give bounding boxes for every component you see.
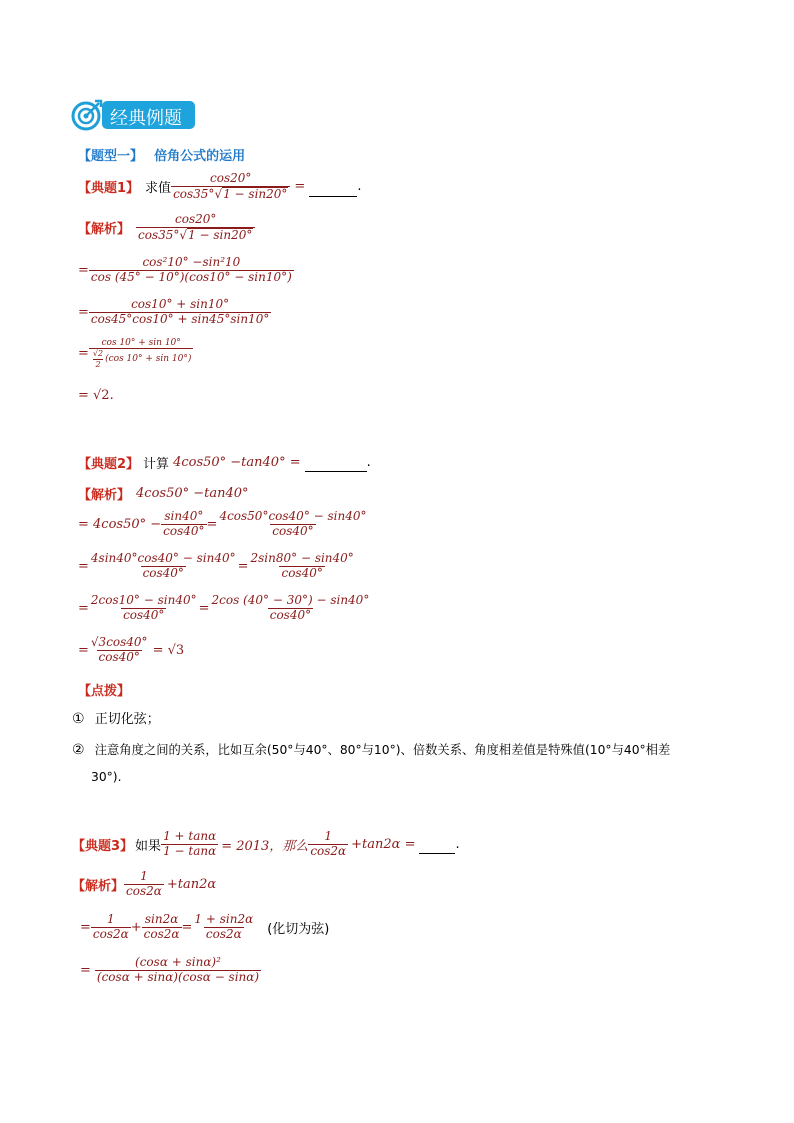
hint-tag: 【点拨】 xyxy=(78,684,131,699)
example-1-step-3: = cos 10° + sin 10° $\frac{√2}{2}$ (cos 10° + sin 10°) xyxy=(78,338,192,369)
hint-2-line-2: 30°). xyxy=(91,770,122,784)
example-1-result: = √2. xyxy=(78,388,114,403)
target-icon xyxy=(70,98,104,132)
example-1-fraction: cos20° cos35° √ 1 − sin20° xyxy=(171,172,290,202)
answer-blank xyxy=(309,177,357,197)
solution-tag: 【解析】 xyxy=(72,878,125,894)
example-2-step-4: = $\frac{√3\cos 40^\circ}{\cos 40^\circ}$ = √3 xyxy=(78,635,185,664)
example-2-solution: 【解析】 4cos50° −tan40° xyxy=(78,486,249,503)
example-2-step-3: = $\frac{2\cos 10^\circ - \sin 40^\circ}{\cos 40^\circ}$ = $\frac{2\cos (40^\circ - 30^\circ) - \sin 40^\circ}{\cos 40^\circ}$ xyxy=(78,593,370,622)
example-3-question: 【典题3】 如果 $\frac{1 + \tan\alpha}{1 - \tan\alpha}$ = 2013，那么 $\frac{1}{\cos 2\alpha}$ +tan2α = . xyxy=(72,829,460,858)
answer-blank xyxy=(305,452,367,472)
example-1-step-1: = $\frac{\text{cos²10° −sin²10}}{\cos (45^\circ - 10^\circ)(\cos 10^\circ - \sin 10^\circ)}$ xyxy=(78,255,292,284)
type-title: 倍角公式的运用 xyxy=(154,149,246,164)
example-2-tag: 【典题2】 xyxy=(78,456,140,472)
example-1-prompt: 求值 xyxy=(145,181,172,197)
example-1-step-2: = $\frac{\cos 10^\circ + \sin 10^\circ}{\cos 45^\circ\cos 10^\circ + \sin 45^\circ\sin 10^\circ}$ xyxy=(78,297,270,326)
example-1-question: 【典题1】 求值 cos20° cos35° √ 1 − sin20° = . xyxy=(78,171,362,201)
note: (化切为弦) xyxy=(267,921,330,937)
example-2-question: 【典题2】 计算 4cos50° −tan40° = . xyxy=(78,452,371,472)
answer-blank xyxy=(419,834,455,854)
solution-tag: 【解析】 xyxy=(78,222,131,238)
solution-tag: 【解析】 xyxy=(78,488,131,503)
hint-1: ① 正切化弦； xyxy=(72,711,160,727)
example-3-step-1: = $\frac{1}{\cos 2\alpha}$ + $\frac{\sin 2\alpha}{\cos 2\alpha}$ = $\frac{1 + \sin 2\alpha}{\cos 2\alpha}$ (化切为弦) xyxy=(80,912,330,941)
example-1-tag: 【典题1】 xyxy=(78,181,140,197)
example-2-step-1: = 4cos50° − $\frac{\sin 40^\circ}{\cos 40^\circ}$ = $\frac{4\cos 50^\circ\cos 40^\circ - \sin 40^\circ}{\cos 40^\circ}$ xyxy=(78,509,367,538)
example-3-tag: 【典题3】 xyxy=(72,838,134,854)
hint-2: ② 注意角度之间的关系，比如互余(50°与40°、80°与10°)、倍数关系、角度相差值是特殊值(10°与40°相差 xyxy=(72,742,671,758)
type-tag: 【题型一】 xyxy=(78,149,144,164)
example-1-solution: 【解析】 cos20° cos35° √ 1 − sin20° xyxy=(78,213,255,243)
section-title: 经典例题 xyxy=(110,108,182,129)
example-2-step-2: = $\frac{4\sin 40^\circ\cos 40^\circ - \sin 40^\circ}{\cos 40^\circ}$ = $\frac{2\sin 80^\circ - \sin 40^\circ}{\cos 40^\circ}$ xyxy=(78,551,354,580)
example-3-step-2: = $\frac{\text{(cosα + sinα)²}}{(\cos\alpha + \sin\alpha)(\cos\alpha - \sin\alpha)}$ xyxy=(80,955,260,984)
example-3-solution: 【解析】 $\frac{1}{\cos 2\alpha}$ +tan2α xyxy=(72,869,217,898)
